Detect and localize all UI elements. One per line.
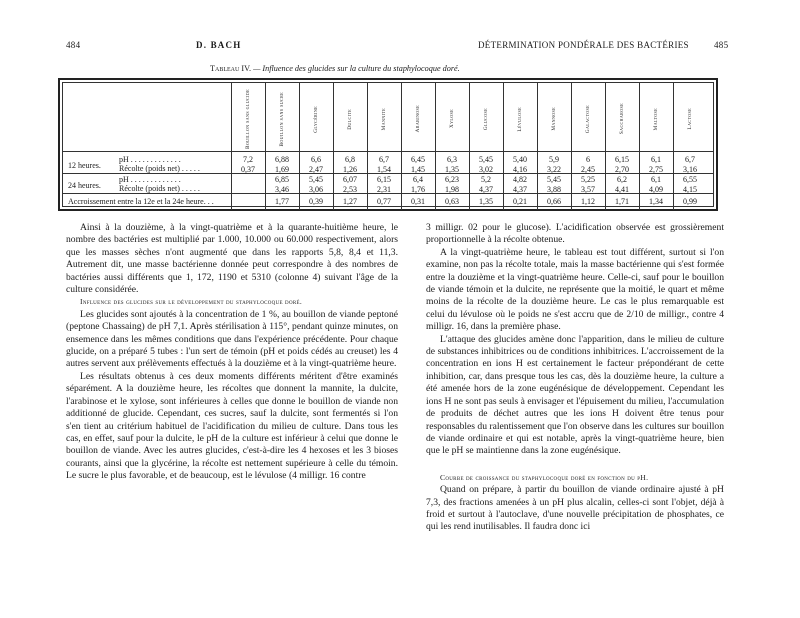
cell-accroissement: 0,31 xyxy=(411,197,425,206)
page-number-right: 485 xyxy=(714,40,729,50)
cell-24h-ph: 6,2 xyxy=(617,175,627,184)
cell-12h-ph: 5,9 xyxy=(549,155,559,164)
column-header-label: Arabinose xyxy=(415,105,421,133)
cell-12h-ph: 6 xyxy=(586,155,590,164)
column-header-label: Glucose xyxy=(483,107,489,131)
column-header xyxy=(608,87,636,151)
cell-24h xyxy=(675,175,705,194)
cell-12h-ph: 6,7 xyxy=(685,155,695,164)
cell-12h xyxy=(471,155,501,174)
cell-12h xyxy=(267,155,297,174)
column-header-label: Dulcite xyxy=(347,108,353,130)
cell-24h-recolte: 3,88 xyxy=(547,184,561,194)
cell-12h-recolte: 3,02 xyxy=(479,164,493,174)
cell-24h xyxy=(403,175,433,194)
column-header xyxy=(676,87,704,151)
column-header-label: Bouillon sans glucide xyxy=(245,88,251,149)
cell-24h-recolte: 3,46 xyxy=(275,184,289,194)
cell-12h xyxy=(641,155,671,174)
cell-accroissement: 0,66 xyxy=(547,197,561,206)
paragraph-growth-ratios: Ainsi à la douzième, à la vingt-quatrième et à la quarante-huitième heure, le nombre des bactéries est multiplié par 1.000, 10.000 ou 60.000 respectivement, alors que les masses sèches n'ont augmenté que dans les rapports 5,8, 8,4 et 11,3. Autrement dit, une masse bactérienne donnée peut correspondre à des nombres de bactéries aussi différents que 1, 172, 1190 et 5310 (colonne 4) suivant l'âge de la culture considérée. xyxy=(66,222,398,296)
cell-12h-recolte: 3,16 xyxy=(683,164,697,174)
cell-12h-recolte: 2,70 xyxy=(615,164,629,174)
cell-accroissement: 1,27 xyxy=(343,197,357,206)
column-header-label: Lactose xyxy=(687,108,693,130)
cell-12h-recolte: 2,75 xyxy=(649,164,663,174)
row12-recolte-label: Récolte (poids net) . . . . . xyxy=(119,164,200,173)
running-title-right: DÉTERMINATION PONDÉRALE DES BACTÉRIES xyxy=(478,40,689,50)
right-text-column xyxy=(426,222,724,534)
table-caption-text: — Influence des glucides sur la culture du staphylocoque doré. xyxy=(251,64,460,73)
cell-12h xyxy=(335,155,365,174)
row24-recolte-label: Récolte (poids net) . . . . . xyxy=(119,184,200,193)
cell-accroissement: 0,21 xyxy=(513,197,527,206)
accroissement-label: Accroissement entre la 12e et la 24e heure. . . xyxy=(68,197,214,206)
column-header xyxy=(472,87,500,151)
paragraph-results: Les résultats obtenus à ces deux moments différents méritent d'être examinés séparément. A la douzième heure, les récoltes que donnent la mannite, la dulcite, l'arabinose et le xylose, sont inférieures à celles que donne le bouillon de viande non additionné de glucide. Cependant, ces sucres, sauf la dulcite, sont fermentés si l'on s'en tient au critérium habituel de l'acidification du milieu de culture. Dans tous les cas, en effet, sauf pour la dulcite, le pH de la culture est inférieur à celui que donne le bouillon de viande. Avec les autres glucides, c'est-à-dire les 4 hexoses et les 3 bioses courants, ainsi que la glycérine, la récolte est nettement supérieure à celle du témoin. Le sucre le plus favorable, et de beaucoup, est le lévulose (4 milligr. 16 contre xyxy=(66,370,398,482)
cell-24h-ph: 6,55 xyxy=(683,175,697,184)
cell-accroissement: 0,99 xyxy=(683,197,697,206)
running-title-left: D. BACH xyxy=(196,40,242,50)
column-header-label: Lévulose xyxy=(517,106,523,132)
cell-24h xyxy=(267,175,297,194)
column-header xyxy=(574,87,602,151)
column-header-label: Xylose xyxy=(449,109,455,129)
cell-12h-ph: 6,45 xyxy=(411,155,425,164)
cell-24h-ph: 6,4 xyxy=(413,175,423,184)
cell-12h-recolte: 1,35 xyxy=(445,164,459,174)
cell-12h xyxy=(573,155,603,174)
cell-24h-recolte: 3,57 xyxy=(581,184,595,194)
page-number-left: 484 xyxy=(66,40,81,50)
cell-24h-recolte: 4,15 xyxy=(683,184,697,194)
column-header-label: Bouillon sans sucre xyxy=(279,91,285,147)
cell-24h-recolte: 2,53 xyxy=(343,184,357,194)
cell-24h xyxy=(369,175,399,194)
cell-24h-ph: 6,15 xyxy=(377,175,391,184)
cell-24h-recolte: 4,37 xyxy=(513,184,527,194)
cell-24h-ph: 5,45 xyxy=(309,175,323,184)
cell-24h-ph: 5,25 xyxy=(581,175,595,184)
table-grid xyxy=(62,82,714,207)
cell-24h xyxy=(539,175,569,194)
row12-time-label: 12 heures. xyxy=(68,161,101,170)
paragraph-ph-prep: Quand on prépare, à partir du bouillon de viande ordinaire ajusté à pH 7,3, des fractions amenées à un pH plus alcalin, celles-ci sont l'objet, déjà à froid et surtout à l'autoclave, d'une nouvelle précipitation de phosphates, ce qui les rend inutilisables. Il faudra donc ici xyxy=(426,484,724,533)
cell-24h-recolte: 4,09 xyxy=(649,184,663,194)
glucide-table xyxy=(58,78,718,211)
column-header xyxy=(370,87,398,151)
cell-24h-recolte: 4,41 xyxy=(615,184,629,194)
cell-24h-ph: 6,1 xyxy=(651,175,661,184)
cell-12h xyxy=(505,155,535,174)
section-heading-ph-curve: Courbe de croissance du staphylocoque doré en fonction du pH. xyxy=(440,472,649,482)
cell-12h-ph: 6,3 xyxy=(447,155,457,164)
column-header-label: Glycérine xyxy=(313,105,319,133)
cell-24h-ph: 6,07 xyxy=(343,175,357,184)
paragraph-inhibition: L'attaque des glucides amène donc l'apparition, dans le milieu de culture de substances inhibitrices ou de conditions inhibitrices. L'accroissement de la concentration en ions H est certainement le facteur prépondérant de cette inhibition, car, dans presque tous les cas, dès la douzième heure, la culture a été amenée hors de la zone eugénésique de développement. Cependant les ions H ne sont pas seuls à envisager et l'épuisement du milieu, l'accumulation de produits de déchet autres que les ions H doivent être tenus pour responsables du ralentissement que l'on observe dans les cultures sur bouillon de viande ordinaire et qui est notable, après la vingt-quatrième heure, bien que le pH se maintienne dans la zone eugénésique. xyxy=(426,333,725,457)
cell-12h-ph: 6,15 xyxy=(615,155,629,164)
cell-12h xyxy=(675,155,705,174)
paragraph-method: Les glucides sont ajoutés à la concentration de 1 %, au bouillon de viande peptoné (peptone Chassaing) de pH 7,1. Après stérilisation à 115°, pendant quinze minutes, on ensemence dans les mêmes conditions que dans l'expérience précédente. Pour chaque glucide, on a préparé 5 tubes : l'un sert de témoin (pH et poids cédés au creuset) les 4 autres servent aux prélèvements effectués à la douzième et à la vingt-quatrième heure. xyxy=(66,308,398,370)
paragraph-continuation: 3 milligr. 02 pour le glucose). L'acidification observée est grossièrement proportionnelle à la récolte obtenue. xyxy=(426,222,724,246)
cell-12h-recolte: 2,45 xyxy=(581,164,595,174)
cell-accroissement: 1,71 xyxy=(615,197,629,206)
column-header-label: Mannose xyxy=(551,107,557,131)
cell-12h-ph: 5,45 xyxy=(479,155,493,164)
cell-12h xyxy=(301,155,331,174)
cell-24h-recolte: 1,76 xyxy=(411,184,425,194)
cell-12h-recolte: 0,37 xyxy=(241,164,255,174)
column-header-label: Galactose xyxy=(585,104,591,134)
cell-12h xyxy=(403,155,433,174)
cell-24h xyxy=(573,175,603,194)
cell-12h-recolte: 1,26 xyxy=(343,164,357,174)
column-header xyxy=(540,87,568,151)
cell-24h-recolte: 2,31 xyxy=(377,184,391,194)
cell-12h-recolte: 1,54 xyxy=(377,164,391,174)
cell-accroissement: 1,35 xyxy=(479,197,493,206)
cell-24h-recolte: 1,98 xyxy=(445,184,459,194)
cell-12h xyxy=(437,155,467,174)
cell-24h-ph: 4,82 xyxy=(513,175,527,184)
cell-12h xyxy=(607,155,637,174)
cell-24h-ph: 5,2 xyxy=(481,175,491,184)
cell-24h xyxy=(335,175,365,194)
row12-ph-label: pH . . . . . . . . . . . . . xyxy=(119,155,181,164)
table-caption xyxy=(210,64,460,73)
column-header xyxy=(438,87,466,151)
cell-accroissement: 1,12 xyxy=(581,197,595,206)
cell-12h-ph: 6,6 xyxy=(311,155,321,164)
cell-24h xyxy=(607,175,637,194)
column-header xyxy=(404,87,432,151)
column-header-label: Maltose xyxy=(653,107,659,131)
cell-12h-ph: 6,1 xyxy=(651,155,661,164)
cell-12h-ph: 6,8 xyxy=(345,155,355,164)
cell-24h xyxy=(471,175,501,194)
cell-accroissement: 1,77 xyxy=(275,197,289,206)
paragraph-24h: A la vingt-quatrième heure, le tableau est tout différent, surtout si l'on examine, non pas la récolte totale, mais la masse bactérienne qui s'est formée entre la douzième et la vingt-quatrième heure. Celle-ci, sauf pour le bouillon de viande témoin et la dulcite, ne représente que la moitié, le quart et même moins de la récolte de la douzième heure. Le cas le plus remarquable est celui du lévulose où le poids ne s'est accru que de 2/10 de milligr., contre 4 milligr. 16, dans la première phase. xyxy=(426,246,724,333)
column-header-label: Mannite xyxy=(381,107,387,131)
cell-12h-recolte: 1,45 xyxy=(411,164,425,174)
cell-12h xyxy=(539,155,569,174)
cell-24h-recolte: 3,06 xyxy=(309,184,323,194)
column-header xyxy=(336,87,364,151)
cell-24h-recolte: 4,37 xyxy=(479,184,493,194)
column-header xyxy=(302,87,330,151)
left-text-column xyxy=(66,222,398,483)
table-caption-label: Tableau IV. xyxy=(210,64,252,73)
cell-12h xyxy=(233,155,263,174)
cell-accroissement: 0,77 xyxy=(377,197,391,206)
column-header-label: Saccharose xyxy=(619,103,625,135)
cell-accroissement: 1,34 xyxy=(649,197,663,206)
cell-24h xyxy=(641,175,671,194)
row24-ph-label: pH . . . . . . . . . . . . . xyxy=(119,175,181,184)
cell-24h xyxy=(505,175,535,194)
section-heading-glucides: Influence des glucides sur le développement du staphylocoque doré. xyxy=(80,297,303,307)
cell-12h-recolte: 1,69 xyxy=(275,164,289,174)
cell-12h-ph: 6,7 xyxy=(379,155,389,164)
cell-12h-ph: 7,2 xyxy=(243,155,253,164)
cell-accroissement: 0,39 xyxy=(309,197,323,206)
cell-24h-ph: 6,23 xyxy=(445,175,459,184)
cell-24h xyxy=(437,175,467,194)
cell-12h-ph: 5,40 xyxy=(513,155,527,164)
cell-24h xyxy=(301,175,331,194)
cell-24h-ph: 5,45 xyxy=(547,175,561,184)
cell-12h-recolte: 3,22 xyxy=(547,164,561,174)
column-header xyxy=(268,87,296,151)
column-header xyxy=(234,87,262,151)
cell-12h-ph: 6,88 xyxy=(275,155,289,164)
row24-time-label: 24 heures. xyxy=(68,181,101,190)
column-header xyxy=(642,87,670,151)
cell-accroissement: 0,63 xyxy=(445,197,459,206)
cell-24h-ph: 6,85 xyxy=(275,175,289,184)
cell-12h-recolte: 4,16 xyxy=(513,164,527,174)
cell-12h-recolte: 2,47 xyxy=(309,164,323,174)
cell-12h xyxy=(369,155,399,174)
column-header xyxy=(506,87,534,151)
